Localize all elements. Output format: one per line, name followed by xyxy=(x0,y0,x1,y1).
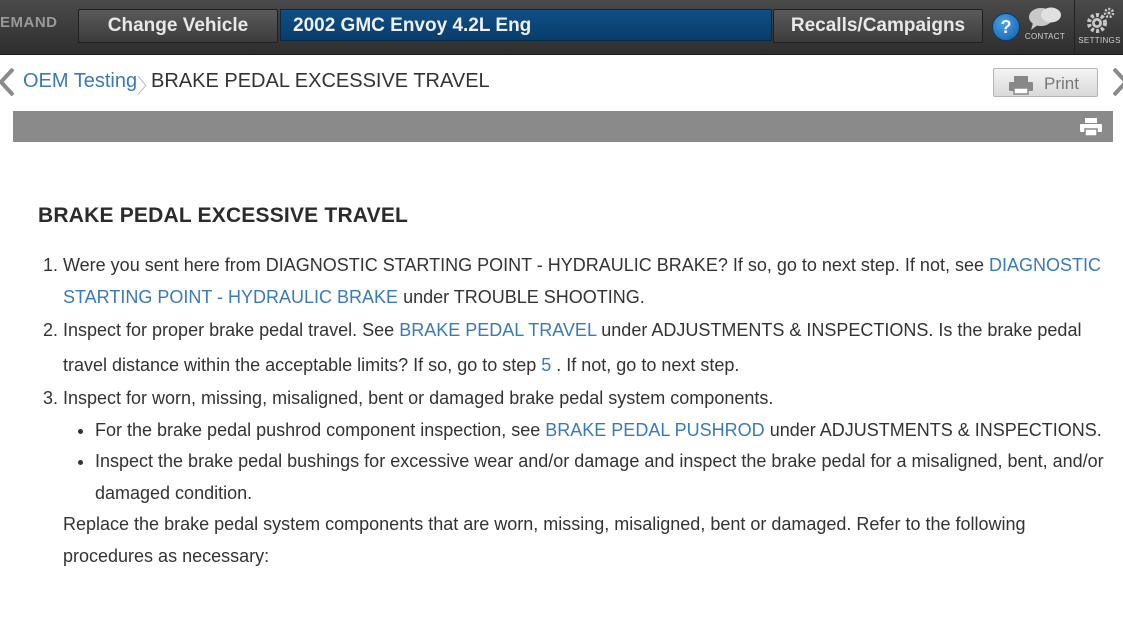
step-3-text: Inspect for worn, missing, misaligned, bent or damaged brake pedal system components. xyxy=(63,388,774,408)
step-2-text-mid: under ADJUSTMENTS & INSPECTIONS. Is the brake pedal travel distance within the acceptable limits? If so, go to step xyxy=(63,320,1082,375)
bullet-bushings: • Inspect the brake pedal bushings for excessive wear and/or damage and inspect the brake pedal for a misaligned, bent, and/or damaged condition. xyxy=(95,446,1118,509)
print-button[interactable] xyxy=(993,68,1098,97)
brake-pedal-pushrod-link[interactable]: BRAKE PEDAL PUSHROD xyxy=(545,419,765,440)
help-icon[interactable]: ? xyxy=(992,13,1020,41)
steps-list xyxy=(38,250,1118,572)
article-title: BRAKE PEDAL EXCESSIVE TRAVEL xyxy=(38,204,409,227)
forward-arrow-icon[interactable] xyxy=(1113,68,1123,101)
printer-icon[interactable] xyxy=(1079,117,1103,137)
settings-label: SETTINGS xyxy=(1078,36,1121,45)
step-3-replace-text: Replace the brake pedal system components that are worn, missing, misaligned, bent or damaged. Refer to the following procedures as necessary: xyxy=(63,514,1026,566)
recalls-campaigns-button[interactable]: Recalls/Campaigns xyxy=(773,9,983,43)
gear-icon xyxy=(1084,6,1116,36)
breadcrumb-separator: 〉 xyxy=(137,76,157,98)
step-1-text: Were you sent here from DIAGNOSTIC STARTING POINT - HYDRAULIC BRAKE? If so, go to next step. If not, see xyxy=(63,255,989,275)
printer-icon xyxy=(1008,75,1034,95)
settings-button[interactable] xyxy=(1074,0,1123,54)
top-bar xyxy=(0,0,1123,55)
brake-pedal-travel-link[interactable]: BRAKE PEDAL TRAVEL xyxy=(399,320,597,340)
brand-logo: EMAND xyxy=(0,14,58,31)
step-3 xyxy=(63,383,1118,572)
change-vehicle-button[interactable]: Change Vehicle xyxy=(78,9,278,43)
print-label: Print xyxy=(1044,74,1079,93)
article-content xyxy=(38,204,1118,572)
bullet-pushrod xyxy=(95,415,1118,447)
article-toolbar xyxy=(13,111,1113,142)
chat-bubbles-icon xyxy=(1027,6,1063,32)
bullet-1-text: For the brake pedal pushrod component inspection, see xyxy=(95,419,546,440)
contact-button[interactable] xyxy=(1022,2,1068,52)
breadcrumb-current: BRAKE PEDAL EXCESSIVE TRAVEL xyxy=(151,70,490,92)
vehicle-selection[interactable]: 2002 GMC Envoy 4.2L Eng xyxy=(280,9,772,41)
diagnostic-starting-point-link[interactable]: DIAGNOSTIC STARTING POINT - HYDRAULIC BRAKE xyxy=(63,255,1101,307)
step-2-text: Inspect for proper brake pedal travel. See xyxy=(63,320,400,340)
back-arrow-icon[interactable] xyxy=(0,68,14,101)
step-2-text-end: . If not, go to next step. xyxy=(551,355,740,375)
contact-label: CONTACT xyxy=(1024,32,1066,41)
bullet-1-text-end: under ADJUSTMENTS & INSPECTIONS. xyxy=(764,419,1102,440)
step-1 xyxy=(63,250,1118,313)
step-5-link[interactable]: 5 xyxy=(541,355,552,375)
breadcrumb-parent-link[interactable]: OEM Testing xyxy=(23,70,138,92)
step-2 xyxy=(63,313,1118,383)
step-3-bullets xyxy=(63,415,1118,510)
step-1-text-end: under TROUBLE SHOOTING. xyxy=(398,286,645,307)
